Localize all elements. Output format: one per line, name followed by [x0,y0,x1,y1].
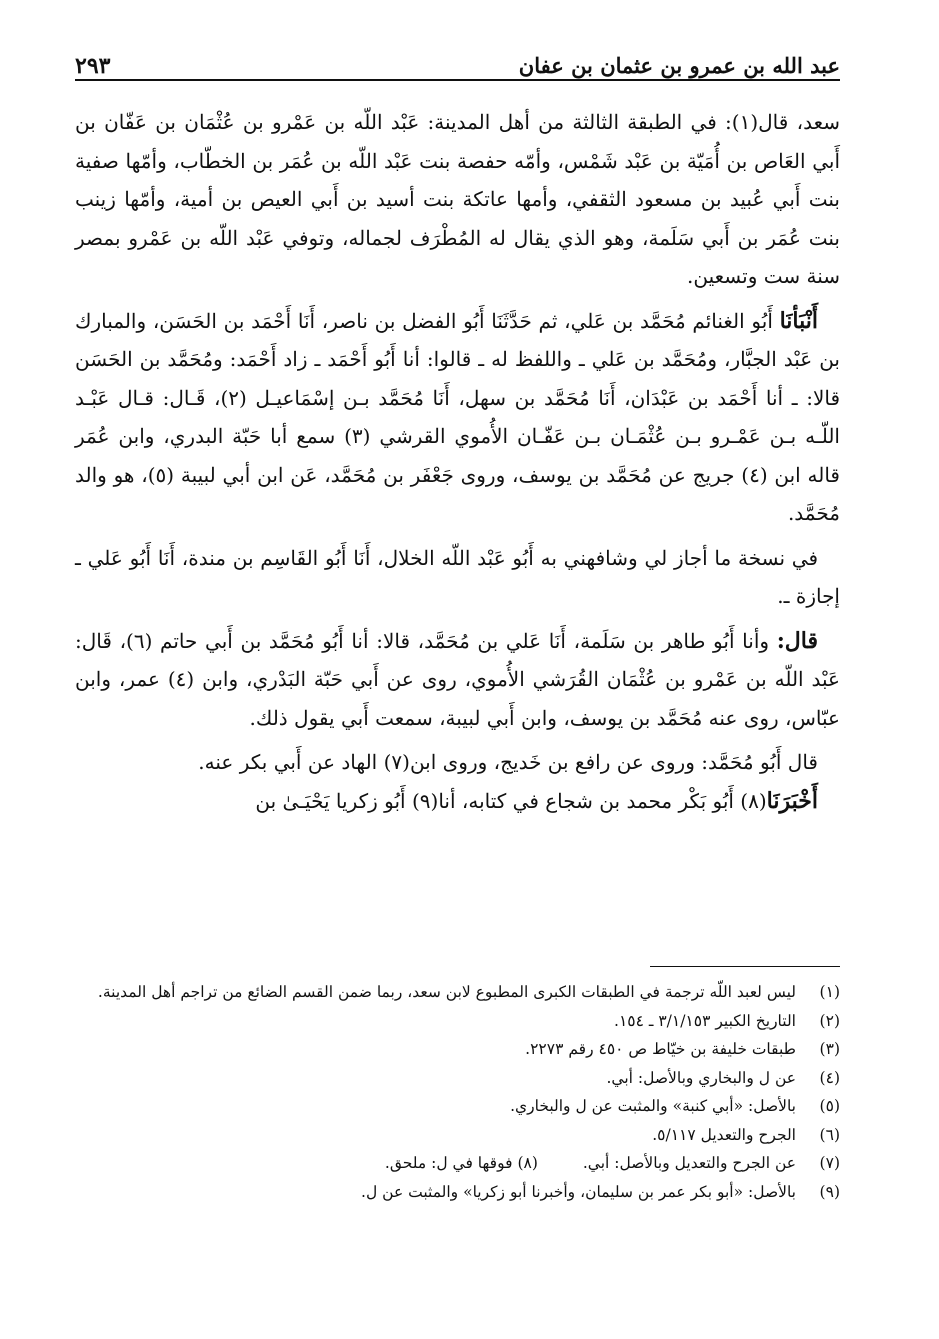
main-text [75,103,840,820]
footnote [75,1121,840,1150]
paragraph-lead: أَخْبَرَنَا [766,787,818,814]
footnote-number: (٦) [819,1125,840,1144]
paragraph [75,782,840,821]
footnote-text-part: عن الجرح والتعديل وبالأصل: أبي. [582,1154,796,1172]
footnote-text: عن ل والبخاري وبالأصل: أبي. [606,1068,796,1087]
paragraph [75,622,840,738]
paragraph [75,302,840,533]
paragraph-text: سعد، قال(١): في الطبقة الثالثة من أهل المدينة: عَبْد اللّه بن عَمْرو بن عُثْمَان بن عَفّان بن أَبي العَاص بن أُمَيّة بن عَبْد شَمْس، وأمّه حفصة بنت عَبْد اللّه بن عُمَر بن الخطّاب، وأمّها صفية بنت أَبي عُبيد بن مسعود الثقفي، وأمها عاتكة بنت أسيد بن أَبي العيص بن أمية، وأمّها زينب بنت عُمَر بن أَبي سَلَمة، وهو الذي يقال له المُطْرَف لجماله، وتوفي عَبْد اللّه بن عَمْرو بمصر سنة ست وتسعين. [75,110,840,288]
footnote-number: (٢) [819,1011,840,1030]
header-rule [75,79,840,81]
page-number: ٢٩٣ [75,53,111,79]
footnote-number: (٨) [517,1154,538,1172]
footnote-number: (٣) [819,1040,840,1058]
footnote [75,1035,840,1064]
footnote [75,1007,840,1036]
footnote-text-part: فوقها في ل: ملحق. [384,1154,513,1172]
footnote-number: (٧) [819,1154,840,1172]
footnote-number: (٤) [819,1068,840,1087]
footnote-text: بالأصل: «أبي كنبة» والمثبت عن ل والبخاري. [510,1097,796,1115]
paragraph-text: وأنا أَبُو طاهر بن سَلَمة، أَنَا عَلي بن مُحَمَّد، قالا: أنا أَبُو مُحَمَّد بن أَبي حاتم (٦)، قَال: عَبْد اللّه بن عَمْرو بن عُثْمَان القُرَشي الأُموي، روى عن أَبي حَبّة البَدْري، وابن (٤) عمر، وابن عبّاس، روى عنه مُحَمَّد بن يوسف، وابن أَبي لبيبة، سمعت أَبي يقول ذلك. [75,628,840,730]
footnote-text: بالأصل: «أبو بكر عمر بن سليمان، وأخبرنا أبو زكريا» والمثبت عن ل. [361,1182,796,1201]
footnote-text: التاريخ الكبير ٣/١/١٥٣ ـ ١٥٤. [614,1011,796,1030]
paragraph-lead: أَنْبَأنَا [779,307,818,334]
footnote-number: (٥) [819,1097,840,1115]
footnote-text [75,1149,796,1178]
paragraph-lead: قال: [776,627,819,654]
paragraph [75,103,840,296]
paragraph-text: أَبُو الغنائم مُحَمَّد بن عَلي، ثم حَدَّثَنَا أَبُو الفضل بن ناصر، أَنَا أَحْمَد بن الحَسَن، والمبارك بن عَبْد الجبَّار، ومُحَمَّد بن عَلي ـ واللفظ له ـ قالوا: أنا أَبُو أَحْمَد ـ زاد أَحْمَد: ومُحَمَّد بن الحَسَن قالا: ـ أنا أَحْمَد بن عَبْدَان، أَنَا مُحَمَّد بن سهل، أَنَا مُحَمَّد بـن إسْمَاعيـل (٢)، قَـال: قـال عَبْـد اللّـه بـن عَمْـرو بـن عُثْمَـان بـن عَفّـان الأُموي القرشي (٣) سمع أبا حَبّة البدري، وابن عُمَر قاله ابن (٤) جريج عن مُحَمَّد بن يوسف، وروى جَعْفَر بن مُحَمَّد، عَن ابن أبي لبيبة (٥)، هو والد مُحَمَّد. [75,308,841,525]
footnote [75,1149,840,1178]
page-header [75,38,840,80]
footnote-text: الجرح والتعديل ٥/١١٧. [652,1125,796,1144]
paragraph [75,539,840,616]
footnotes [75,978,840,1206]
footnote [75,1092,840,1121]
footnote [75,978,840,1007]
footnote-number: (٩) [819,1182,840,1201]
footnote-text: ليس لعبد اللّه ترجمة في الطبقات الكبرى المطبوع لابن سعد، ربما ضمن القسم الضائع من تراجم أهل المدينة. [97,983,796,1001]
running-title: عبد الله بن عمرو بن عثمان بن عفان [518,53,840,78]
paragraph-text: في نسخة ما أجاز لي وشافهني به أَبُو عَبْد اللّه الخلال، أَنَا أَبُو القَاسِم بن مندة، أَنَا أَبُو عَلي ـ إجازة ـ. [75,545,840,608]
paragraph [75,743,840,782]
footnote-number: (١) [819,983,840,1001]
footnote-text: طبقات خليفة بن خيّاط ص ٤٥٠ رقم ٢٢٧٣. [525,1040,796,1058]
footnote [75,1178,840,1207]
footnote-rule [650,966,840,967]
paragraph-text: قال أَبُو مُحَمَّد: وروى عن رافع بن خَديج، وروى ابن(٧) الهاد عن أَبي بكر عنه. [198,750,818,774]
footnote [75,1064,840,1093]
paragraph-text: (٨) أَبُو بَكْر محمد بن شجاع في كتابه، أنا(٩) أَبُو زكريا يَحْيَـىٰ بن [255,788,767,813]
